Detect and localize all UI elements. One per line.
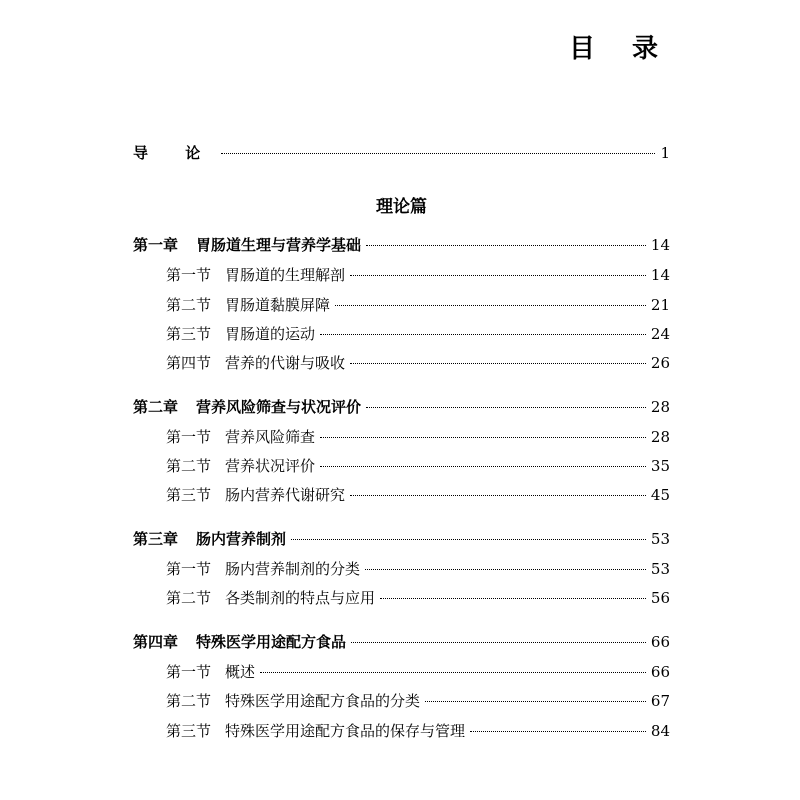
section-title: 胃肠道的生理解剖 (225, 266, 346, 284)
toc-page-number: 53 (650, 560, 670, 578)
section-number: 第四节 (166, 354, 212, 372)
chapter-number: 第一章 (133, 236, 179, 254)
toc-section-1-2[interactable] (166, 295, 670, 315)
toc-page-number: 53 (650, 530, 670, 548)
section-title: 胃肠道黏膜屏障 (225, 296, 331, 314)
section-title: 胃肠道的运动 (225, 325, 316, 343)
toc-page-number: 28 (650, 398, 670, 416)
section-number: 第二节 (166, 296, 212, 314)
toc-page-number: 56 (650, 589, 670, 607)
section-title: 特殊医学用途配方食品的分类 (225, 692, 421, 710)
part-heading: 理论篇 (376, 197, 427, 217)
toc-section-1-1[interactable] (166, 265, 670, 285)
toc-chapter-1[interactable] (133, 235, 670, 255)
toc-page-number: 21 (650, 296, 670, 314)
toc-section-3-2[interactable] (166, 588, 670, 608)
dot-leader (221, 153, 655, 154)
section-title: 肠内营养代谢研究 (225, 486, 346, 504)
section-title: 概述 (225, 663, 256, 681)
chapter-title: 营养风险筛查与状况评价 (196, 398, 362, 416)
toc-page-number: 66 (650, 633, 670, 651)
toc-page-number: 28 (650, 428, 670, 446)
chapter-title: 肠内营养制剂 (196, 530, 287, 548)
section-title: 营养状况评价 (225, 457, 316, 475)
toc-entry-label: 导 论 (133, 144, 217, 162)
dot-leader (380, 598, 646, 599)
dot-leader (335, 305, 646, 306)
dot-leader (365, 569, 646, 570)
dot-leader (291, 539, 646, 540)
dot-leader (320, 437, 646, 438)
dot-leader (320, 334, 646, 335)
chapter-number: 第四章 (133, 633, 179, 651)
section-title: 肠内营养制剂的分类 (225, 560, 361, 578)
toc-page-number: 24 (650, 325, 670, 343)
section-number: 第三节 (166, 325, 212, 343)
toc-page-number: 14 (650, 236, 670, 254)
toc-section-4-2[interactable] (166, 691, 670, 711)
section-title: 特殊医学用途配方食品的保存与管理 (225, 722, 466, 740)
section-number: 第一节 (166, 266, 212, 284)
toc-section-4-3[interactable] (166, 721, 670, 741)
section-number: 第三节 (166, 486, 212, 504)
page-title: 目 录 (568, 34, 672, 64)
chapter-title: 特殊医学用途配方食品 (196, 633, 347, 651)
dot-leader (366, 407, 646, 408)
dot-leader (351, 642, 646, 643)
toc-page-number: 84 (650, 722, 670, 740)
dot-leader (470, 731, 646, 732)
toc-entry-intro[interactable] (133, 143, 670, 163)
section-title: 营养风险筛查 (225, 428, 316, 446)
toc-page-number: 66 (650, 663, 670, 681)
section-number: 第二节 (166, 457, 212, 475)
toc-page-number: 26 (650, 354, 670, 372)
section-number: 第二节 (166, 589, 212, 607)
toc-page-number: 1 (660, 144, 670, 162)
toc-page-number: 67 (650, 692, 670, 710)
toc-section-4-1[interactable] (166, 662, 670, 682)
dot-leader (350, 495, 646, 496)
toc-section-2-3[interactable] (166, 485, 670, 505)
dot-leader (350, 363, 646, 364)
toc-page-number: 14 (650, 266, 670, 284)
toc-page-number: 35 (650, 457, 670, 475)
dot-leader (366, 245, 646, 246)
dot-leader (350, 275, 646, 276)
section-title: 营养的代谢与吸收 (225, 354, 346, 372)
section-number: 第三节 (166, 722, 212, 740)
toc-chapter-3[interactable] (133, 529, 670, 549)
section-number: 第一节 (166, 560, 212, 578)
toc-page-number: 45 (650, 486, 670, 504)
toc-section-2-1[interactable] (166, 427, 670, 447)
toc-section-3-1[interactable] (166, 559, 670, 579)
dot-leader (260, 672, 646, 673)
toc-chapter-2[interactable] (133, 397, 670, 417)
toc-section-1-3[interactable] (166, 324, 670, 344)
toc-section-1-4[interactable] (166, 353, 670, 373)
chapter-number: 第二章 (133, 398, 179, 416)
chapter-title: 胃肠道生理与营养学基础 (196, 236, 362, 254)
section-number: 第二节 (166, 692, 212, 710)
dot-leader (320, 466, 646, 467)
section-number: 第一节 (166, 428, 212, 446)
toc-section-2-2[interactable] (166, 456, 670, 476)
section-title: 各类制剂的特点与应用 (225, 589, 376, 607)
dot-leader (425, 701, 646, 702)
section-number: 第一节 (166, 663, 212, 681)
chapter-number: 第三章 (133, 530, 179, 548)
toc-chapter-4[interactable] (133, 632, 670, 652)
